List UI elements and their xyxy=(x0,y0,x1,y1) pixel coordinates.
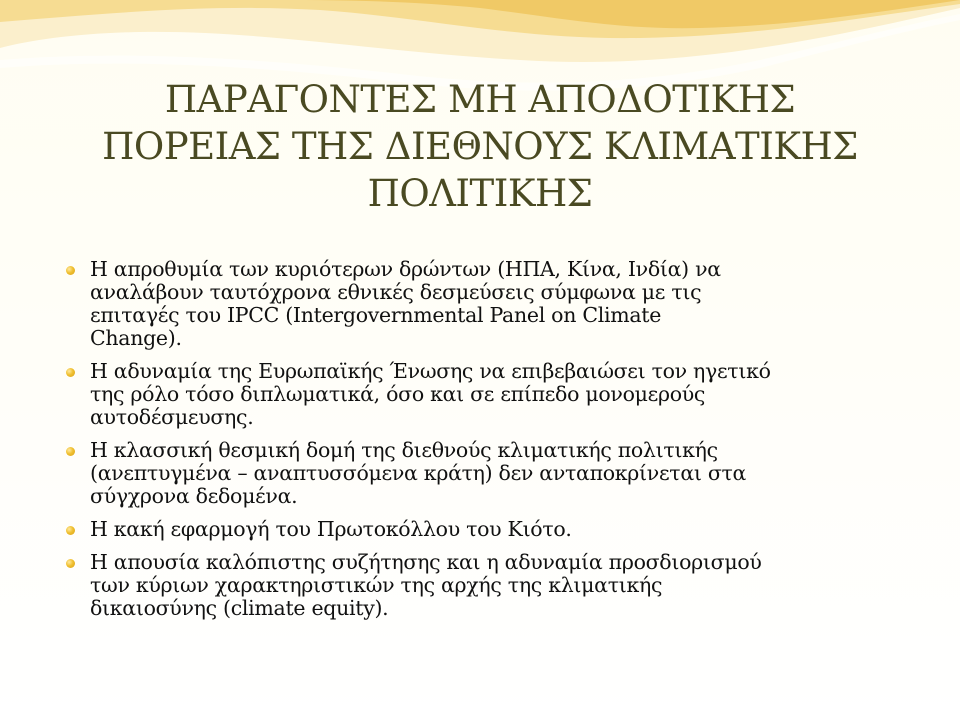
bullet-item xyxy=(66,439,926,508)
bullet-text xyxy=(90,518,926,541)
bullet-item xyxy=(66,258,926,350)
bullet-line: (ανεπτυγμένα – αναπτυσσόμενα κράτη) δεν ανταποκρίνεται στα xyxy=(90,461,747,485)
bullet-text xyxy=(90,258,926,350)
bullet-line: δικαιοσύνης (climate equity). xyxy=(90,596,389,620)
bullet-line: Η απουσία καλόπιστης συζήτησης και η αδυναμία προσδιορισμού xyxy=(90,550,762,574)
bullet-line: της ρόλο τόσο διπλωματικά, όσο και σε επίπεδο μονομερούς xyxy=(90,382,706,406)
bullet-line: επιταγές του IPCC (Intergovernmental Panel on Climate xyxy=(90,303,662,327)
title-line: ΠΟΡΕΙΑΣ ΤΗΣ ΔΙΕΘΝΟΥΣ ΚΛΙΜΑΤΙΚΗΣ xyxy=(102,125,858,168)
bullet-item xyxy=(66,518,926,541)
bullet-dot-icon xyxy=(66,447,75,456)
title-line: ΠΟΛΙΤΙΚΗΣ xyxy=(367,172,593,215)
bullet-line: αυτοδέσμευσης. xyxy=(90,405,254,429)
bullet-dot-icon xyxy=(66,559,75,568)
bullet-dot-icon xyxy=(66,526,75,535)
bullet-text xyxy=(90,551,926,620)
bullet-line: Η κλασσική θεσμική δομή της διεθνούς κλιματικής πολιτικής xyxy=(90,438,718,462)
bullet-line: Η αδυναμία της Ευρωπαϊκής Ένωσης να επιβεβαιώσει τον ηγετικό xyxy=(90,359,771,383)
bullet-dot-icon xyxy=(66,368,75,377)
bullet-item xyxy=(66,551,926,620)
bullet-line: Change). xyxy=(90,326,182,350)
slide-title xyxy=(60,76,900,217)
bullet-text xyxy=(90,439,926,508)
bullet-line: αναλάβουν ταυτόχρονα εθνικές δεσμεύσεις σύμφωνα με τις xyxy=(90,280,702,304)
bullet-dot-icon xyxy=(66,266,75,275)
bullet-item xyxy=(66,360,926,429)
bullet-line: σύγχρονα δεδομένα. xyxy=(90,484,298,508)
bullet-text xyxy=(90,360,926,429)
title-line: ΠΑΡΑΓΟΝΤΕΣ ΜΗ ΑΠΟΔΟΤΙΚΗΣ xyxy=(164,78,796,121)
bullet-line: Η απροθυμία των κυριότερων δρώντων (ΗΠΑ, Κίνα, Ινδία) να xyxy=(90,257,721,281)
bullet-line: Η κακή εφαρμογή του Πρωτοκόλλου του Κιότο. xyxy=(90,517,572,541)
bullet-list xyxy=(66,258,926,630)
bullet-line: των κύριων χαρακτηριστικών της αρχής της κλιματικής xyxy=(90,573,663,597)
